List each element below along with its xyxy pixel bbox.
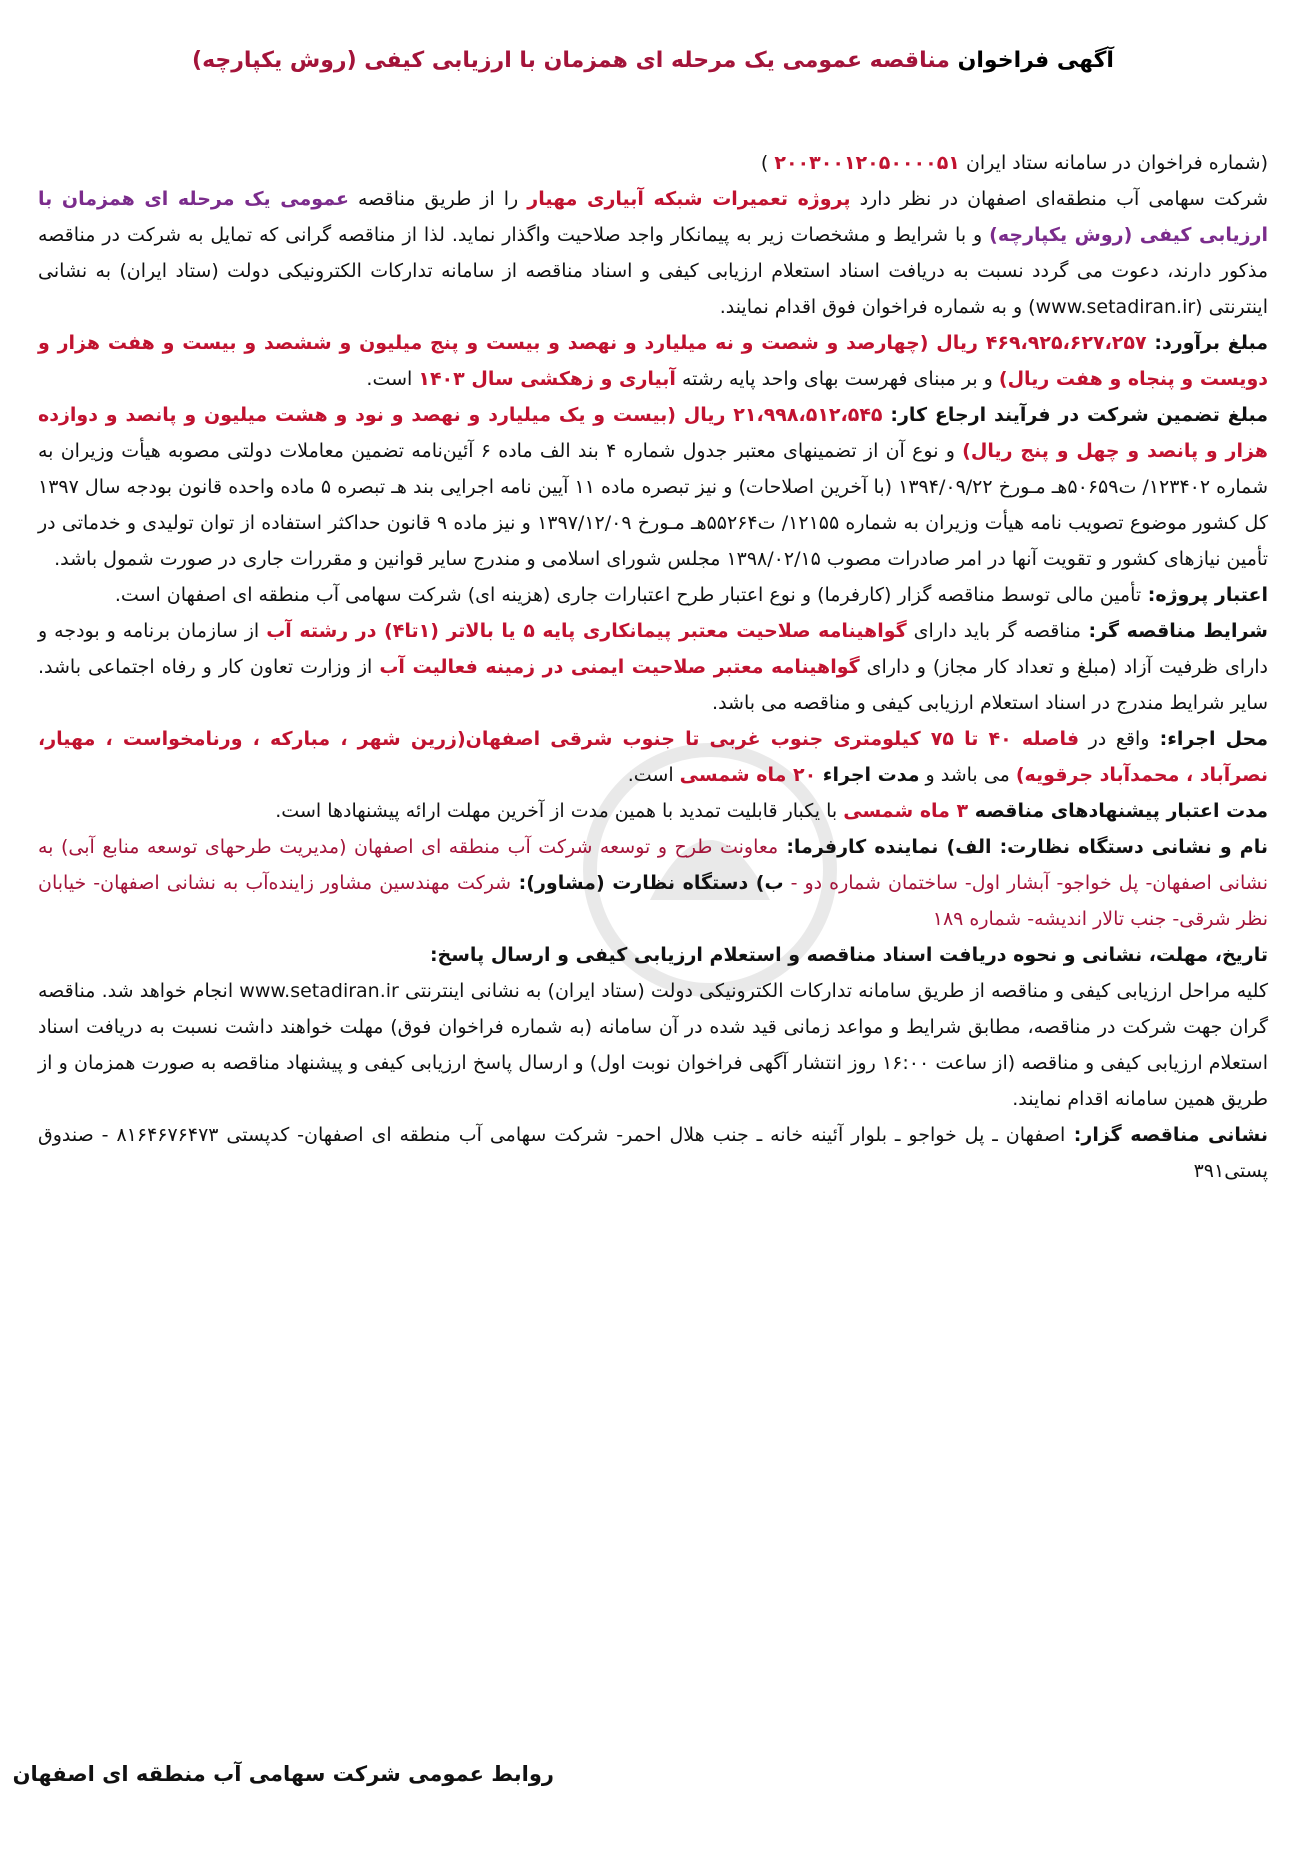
validity-value: ۳ ماه شمسی [843, 800, 969, 822]
estimate-basis: آبیاری و زهکشی سال ۱۴۰۳ [418, 368, 676, 390]
title-prefix: آگهی فراخوان [949, 48, 1114, 73]
conditions-label: شرایط مناقصه گر: [1081, 620, 1268, 642]
location-text-1: واقع در [1079, 728, 1150, 750]
location-text-2: می باشد و [919, 764, 1016, 786]
title-tender-type: مناقصه عمومی یک مرحله ای همزمان با ارزیابی کیفی (روش یکپارچه) [192, 48, 950, 73]
deadline-paragraph: کلیه مراحل ارزیابی کیفی و مناقصه از طریق سامانه تدارکات الکترونیکی دولت (ستاد ایران) به نشانی اینترنتی www.setadiran.ir انجام خواهد شد. مناقصه گران جهت شرکت در مناقصه، مطابق شرایط و مواعد زمانی قید شده در آن سامانه (به شماره فراخوان فوق) مهلت خواهند داشت نسبت به دریافت اسناد استعلام ارزیابی کیفی و مناقصه (از ساعت ۱۶:۰۰ روز انتشار آگهی فراخوان نوبت اول) و ارسال پاسخ ارزیابی کیفی و پیشنهاد مناقصه به صورت همزمان و از طریق همین سامانه اقدام نمایند. [38, 980, 1268, 1110]
address-label: نشانی مناقصه گزار: [1065, 1124, 1268, 1146]
deadline-heading: تاریخ، مهلت، نشانی و نحوه دریافت اسناد مناقصه و استعلام ارزیابی کیفی و ارسال پاسخ: [429, 944, 1268, 966]
guarantee-paragraph [38, 397, 1268, 577]
location-place: فاصله ۴۰ تا ۷۵ کیلومتری جنوب غربی تا جنوب شرقی اصفهان(زرین شهر ، مبارکه ، ورنامخواست ، مهیار، نصرآباد ، محمدآباد جرقویه) [38, 728, 1268, 786]
conditions-text-3: از وزارت تعاون کار و رفاه اجتماعی باشد. سایر شرایط مندرج در اسناد استعلام ارزیابی کیفی و مناقصه می باشد. [38, 656, 1268, 714]
supervision-label: نام و نشانی دستگاه نظارت: الف) نماینده کارفرما: [778, 836, 1268, 858]
location-label: محل اجراء: [1149, 728, 1269, 750]
intro-text-1: شرکت سهامی آب منطقه‌ای اصفهان در نظر دارد [850, 188, 1269, 210]
address-text: اصفهان ـ پل خواجو ـ بلوار آئینه خانه ـ جنب هلال احمر- شرکت سهامی آب منطقه ای اصفهان- کدپستی ۸۱۶۴۶۷۶۴۷۳ - صندوق پستی۳۹۱ [38, 1124, 1268, 1182]
location-paragraph [38, 721, 1268, 793]
setad-number-label: (شماره فراخوان در سامانه ستاد ایران [959, 152, 1268, 174]
estimate-text-2: است. [366, 368, 419, 390]
intro-text-2: را از طریق مناقصه [348, 188, 528, 210]
guarantee-text: و نوع آن از تضمینهای معتبر جدول شماره ۴ بند الف ماده ۶ آئین‌نامه تضمین معاملات دولتی مصوبه هیأت وزیران به شماره ۱۲۳۴۰۲/ ت۵۰۶۵۹هـ مـورخ ۱۳۹۴/۰۹/۲۲ (با آخرین اصلاحات) و نیز تبصره ماده ۱۱ آیین نامه اجرایی بند هـ تبصره ۵ ماده واحده قانون بودجه سال ۱۳۹۷ کل کشور موضوع تصویب نامه هیأت وزیران به شماره ۱۲۱۵۵/ ت۵۵۲۶۴هـ مـورخ ۱۳۹۷/۱۲/۰۹ و نیز ماده ۹ قانون حداکثر استفاده از توان تولیدی و خدماتی در تأمین نیازهای کشور و تقویت آنها در امر صادرات مصوب ۱۳۹۸/۰۲/۱۵ مجلس شورای اسلامی و مندرج سایر قوانین و مقررات جاری در صورت شمول باشد. [38, 440, 1269, 570]
safety-certificate: گواهینامه معتبر صلاحیت ایمنی در زمینه فعالیت آب [379, 656, 860, 678]
duration-value: ۲۰ ماه شمسی [679, 764, 817, 786]
location-text-3: است. [627, 764, 680, 786]
conditions-paragraph [38, 613, 1268, 721]
setad-number: ۲۰۰۳۰۰۱۲۰۵۰۰۰۰۵۱ [774, 152, 960, 174]
consultant-label: ب) دستگاه نظارت (مشاور): [511, 872, 784, 894]
estimate-text-1: و بر مبنای فهرست بهای واحد پایه رشته [675, 368, 999, 390]
credit-text: تأمین مالی توسط مناقصه گزار (کارفرما) و نوع اعتبار طرح اعتبارات جاری (هزینه ای) شرکت سهامی آب منطقه ای اصفهان است. [114, 584, 1142, 606]
duration-label: مدت اجراء [816, 764, 920, 786]
intro-paragraph [38, 181, 1268, 325]
estimate-amount: ۴۶۹،۹۲۵،۶۲۷،۲۵۷ ریال (چهارصد و شصت و نه میلیارد و نهصد و بیست و پنج میلیون و ششصد و بیست و هفت هزار و دویست و پنجاه و هفت ریال) [38, 332, 1268, 390]
validity-text: با یکبار قابلیت تمدید با همین مدت از آخرین مهلت ارائه پیشنهادها است. [275, 800, 844, 822]
intro-text-3: و با شرایط و مشخصات زیر به پیمانکار واجد صلاحیت واگذار نماید. لذا از مناقصه گرانی که تمایل به شرکت در مناقصه مذکور دارند، دعوت می گردد نسبت به دریافت اسناد استعلام ارزیابی کیفی و اسناد مناقصه از سامانه تدارکات الکترونیکی دولت (ستاد ایران) به نشانی اینترنتی (www.setadiran.ir) و به شماره فراخوان فوق اقدام نمایند. [38, 224, 1268, 318]
setad-number-line [38, 145, 1268, 181]
validity-paragraph [38, 793, 1268, 829]
employer-representative: معاونت طرح و توسعه شرکت آب منطقه ای اصفهان (مدیریت طرحهای توسعه منابع آبی) به نشانی اصفهان- پل خواجو- آبشار اول- ساختمان شماره دو - [38, 836, 1268, 894]
guarantee-amount: ۲۱،۹۹۸،۵۱۲،۵۴۵ ریال (بیست و یک میلیارد و نهصد و نود و هشت میلیون و پانصد و دوازده هزار و پانصد و چهل و پنج ریال) [38, 404, 1268, 462]
credit-label: اعتبار پروژه: [1141, 584, 1268, 606]
credit-paragraph [38, 577, 1268, 613]
page-title [38, 48, 1268, 73]
contractor-certificate: گواهینامه صلاحیت معتبر پیمانکاری پایه ۵ یا بالاتر (۱تا۴) در رشته آب [266, 620, 907, 642]
tender-announcement [38, 48, 1268, 1189]
conditions-text-2: از سازمان برنامه و بودجه و دارای ظرفیت آزاد (مبلغ و تعداد کار مجاز) و دارای [38, 620, 1269, 678]
guarantee-label: مبلغ تضمین شرکت در فرآیند ارجاع کار: [882, 404, 1268, 426]
estimate-label: مبلغ برآورد: [1146, 332, 1269, 354]
consultant-address: شرکت مهندسین مشاور زاینده‌آب به نشانی اصفهان- خیابان نظر شرقی- جنب تالار اندیشه- شماره ۱۸۹ [38, 872, 1268, 930]
address-paragraph [38, 1117, 1268, 1189]
supervision-paragraph [38, 829, 1268, 937]
estimate-paragraph [38, 325, 1268, 397]
setad-number-suffix: ) [760, 152, 775, 174]
footer-signature: روابط عمومی شرکت سهامی آب منطقه ای اصفهان [12, 1762, 554, 1786]
tender-method: عمومی یک مرحله ای همزمان با ارزیابی کیفی (روش یکپارچه) [38, 188, 1268, 246]
project-name: پروژه تعمیرات شبکه آبیاری مهیار [527, 188, 851, 210]
validity-label: مدت اعتبار پیشنهادهای مناقصه [968, 800, 1268, 822]
conditions-text-1: مناقصه گر باید دارای [906, 620, 1081, 642]
